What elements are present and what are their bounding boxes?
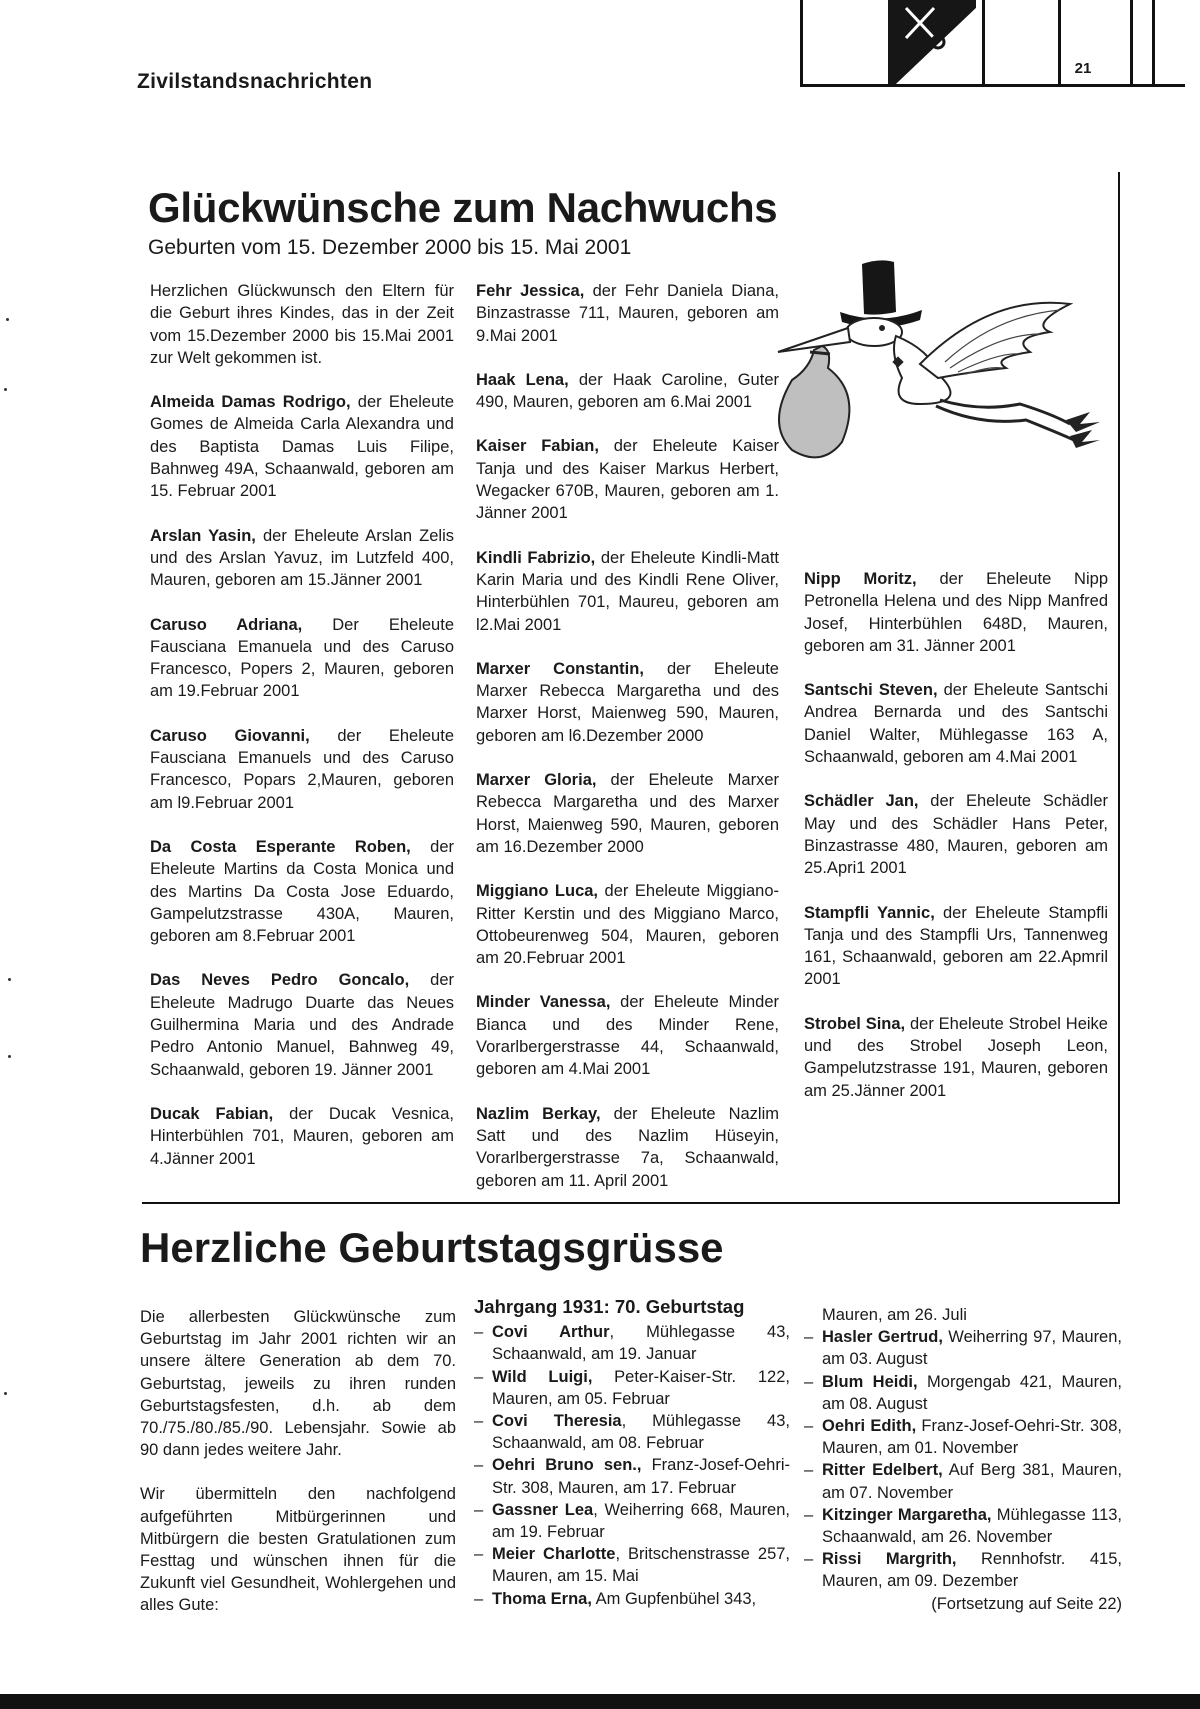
births-column-2 [476,280,779,1214]
tab-divider [800,0,803,84]
birth-entry [476,435,779,524]
tab-divider [1152,0,1155,84]
list-dash: – [474,1589,484,1608]
birth-entry-name: Das Neves Pedro Goncalo, [150,971,410,990]
stork-illustration-icon [770,254,1110,484]
birthday-name: Covi Arthur [492,1323,610,1342]
birthday-detail: Am Gupfenbühel 343, [591,1589,757,1608]
birth-entry-text: der Eheleute Schädler May und des Schädler Hans Peter, Binzastrasse 480, Mauren, geboren am 25.Apri1 2001 [804,792,1108,878]
birthday-item [804,1371,1122,1415]
birth-entry [150,725,454,814]
birthday-item [804,1504,1122,1548]
birth-entry-text: der Eheleute Kaiser Tanja und des Kaiser Markus Herbert, Wegacker 670B, Mauren, geboren am 1. Jänner 2001 [476,437,779,523]
birth-entry [150,969,454,1080]
coat-of-arms-emblem-icon [888,0,976,84]
birth-entry-name: Da Costa Esperante Roben, [150,837,411,856]
birthday-name: Kitzinger Margaretha, [822,1505,992,1524]
birthday-item [474,1588,790,1610]
birthdays-intro-column [140,1306,456,1639]
birth-entry-name: Almeida Damas Rodrigo, [150,393,351,412]
birth-entry-text: der Eheleute Stampfli Tanja und des Stampfli Urs, Tannenweg 161, Schaanwald, geboren am 22.Apmril 2001 [804,903,1108,989]
births-column-1 [150,280,454,1192]
list-dash: – [474,1412,484,1431]
birthdays-list-column-2 [804,1304,1122,1615]
birthday-name: Meier Charlotte [492,1545,616,1564]
birthday-name: Wild Luigi, [492,1367,593,1386]
birthday-list [804,1326,1122,1592]
birthday-detail: , Weiherring 668, Mauren, am 19. Februar [492,1500,790,1542]
birth-entry-name: Schädler Jan, [804,792,919,811]
birth-entry [476,769,779,858]
birth-entry [150,614,454,703]
scan-dot [8,1055,11,1058]
birth-entry [804,902,1108,991]
birth-entry-text: der Eheleute Marxer Rebecca Margaretha und des Marxer Horst, Maienweg 590, Mauren, geboren am l6.Dezember 2000 [476,659,779,745]
birthday-name: Ritter Edelbert, [822,1461,943,1480]
scan-dot [8,978,11,981]
birth-entry-text: der Eheleute Nazlim Satt und des Nazlim Hüseyin, Vorarlbergerstrasse 7a, Schaanwald, geboren am 11. April 2001 [476,1104,779,1190]
section-title: Zivilstandsnachrichten [137,70,373,93]
birth-entry [804,568,1108,657]
header-tab-bar [800,0,1185,87]
list-dash: – [474,1545,484,1564]
birth-entry-name: Kindli Fabrizio, [476,548,596,567]
birth-entry [476,369,779,414]
birth-entry-text: der Eheleute Miggiano- Ritter Kerstin und des Miggiano Marco, Ottobeurenweg 504, Mauren, geboren am 20.Februar 2001 [476,882,779,968]
birth-entry-name: Kaiser Fabian, [476,437,599,456]
birthday-name: Thoma Erna, [492,1589,592,1608]
birthdays-title: Herzliche Geburtstagsgrüsse [140,1224,724,1271]
frame-right-rule [1118,172,1120,1204]
list-dash: – [474,1367,484,1386]
birthday-detail: , Britschenstrasse 257, Mauren, am 15. Mai [492,1545,791,1586]
birth-entry [804,679,1108,768]
birthday-name: Rissi Margrith, [822,1550,957,1569]
birth-entry-name: Marxer Gloria, [476,771,597,790]
birth-entry [476,658,779,747]
birth-entry [476,547,779,636]
birth-entry-name: Ducak Fabian, [150,1104,274,1123]
birthday-detail: Auf Berg 381, Mauren, am 07. November [822,1461,1122,1502]
birth-entry [150,836,454,947]
birth-entry [476,991,779,1080]
birth-entry-text: der Haak Caroline, Guter 490, Mauren, geboren am 6.Mai 2001 [476,370,779,412]
tab-divider [982,0,985,84]
birth-entry-name: Haak Lena, [476,370,569,389]
birthday-name: Hasler Gertrud, [822,1328,943,1347]
birth-entry-text: der Eheleute Madrugo Duarte das Neues Guilhermina Maria und des Andrade Pedro Antonio Manuel, Bahnweg 49, Schaanwald, geboren 19. Jänner 2001 [150,971,454,1079]
birthday-detail: Franz-Josef-Oehri-Str. 308, Mauren, am 17. Februar [492,1456,791,1497]
birthdays-intro-2: Wir übermitteln den nachfolgend aufgeführten Mitbürgerinnen und Mitbürgern die besten Gratulationen zum Festtag und wünschen ihnen für die Zukunft viel Gesundheit, Wohlergehen und alles Gute: [140,1485,456,1615]
birth-entry [476,1103,779,1192]
births-intro: Herzlichen Glückwunsch den Eltern für die Geburt ihres Kindes, das in der Zeit vom 15.Dezember 2000 bis 15.Mai 2001 zur Welt gekommen ist. [150,282,454,367]
birthday-item [804,1415,1122,1459]
birthday-item [474,1321,790,1365]
birthday-item [474,1410,790,1454]
birthday-list [474,1321,790,1610]
birthday-name: Gassner Lea [492,1500,594,1519]
bottom-scan-band [0,1694,1200,1709]
birthday-item [804,1548,1122,1592]
birthday-detail: Rennhofstr. 415, Mauren, am 09. Dezember [822,1550,1122,1591]
scan-dot [6,318,9,321]
birthday-continuation: Mauren, am 26. Juli [822,1306,967,1324]
birth-entry [476,880,779,969]
birthday-name: Oehri Edith, [822,1417,917,1436]
birthday-detail: Weiherring 97, Mauren, am 03. August [822,1328,1122,1369]
birth-entry-name: Caruso Adriana, [150,615,303,634]
scan-dot [4,388,7,391]
birth-entry-name: Santschi Steven, [804,681,938,700]
birthday-detail: Morgengab 421, Mauren, am 08. August [822,1372,1122,1413]
birth-entry-text: der Eheleute Strobel Heike und des Strobel Joseph Leon, Gampelutzstrasse 191, Mauren, geboren am 25.Jänner 2001 [804,1014,1108,1100]
birthday-item [804,1459,1122,1503]
birth-entry-name: Arslan Yasin, [150,526,256,545]
birth-entry-text: der Eheleute Martins da Costa Monica und des Martins Da Costa Jose Eduardo, Gampelutzstrasse 430A, Mauren, geboren am 8.Februar 2001 [150,837,454,946]
birthday-item [474,1499,790,1543]
birthday-detail: , Mühlegasse 43, Schaanwald, am 08. Februar [492,1412,790,1453]
births-column-3 [804,568,1108,1124]
tab-divider [1130,0,1133,84]
birthday-item [804,1326,1122,1370]
birth-entry [804,790,1108,879]
birth-entry-name: Marxer Constantin, [476,659,644,678]
birth-entry-name: Minder Vanessa, [476,993,611,1012]
birthday-name: Oehri Bruno sen., [492,1456,642,1475]
birthday-item [474,1543,790,1587]
list-dash: – [804,1417,814,1436]
birth-entry-name: Stampfli Yannic, [804,903,935,922]
birth-entry-text: der Eheleute Marxer Rebecca Margaretha und des Marxer Horst, Maienweg 590, Mauren, geboren am 16.Dezember 2000 [476,771,779,856]
birthday-detail: Mühlegasse 113, Schaanwald, am 26. November [822,1505,1123,1547]
birth-entry-text: der Eheleute Santschi Andrea Bernarda und des Santschi Daniel Walter, Mühlegasse 163 A, Schaanwald, geboren am 4.Mai 2001 [804,681,1108,767]
birth-entry-name: Nazlim Berkay, [476,1104,601,1123]
birth-entry-name: Caruso Giovanni, [150,726,310,745]
birth-entry-text: Der Eheleute Fausciana Emanuela und des Caruso Francesco, Popers 2, Mauren, geboren am 19.Februar 2001 [150,615,454,701]
list-dash: – [474,1323,484,1342]
list-dash: – [804,1461,814,1480]
list-dash: – [474,1500,484,1519]
birth-entry [804,1013,1108,1102]
continued-note: (Fortsetzung auf Seite 22) [931,1594,1122,1613]
list-dash: – [804,1328,814,1347]
birthday-detail: , Mühlegasse 43, Schaanwald, am 19. Januar [492,1323,790,1364]
birth-entry-text: der Eheleute Minder Bianca und des Minder Rene, Vorarlbergerstrasse 44, Schaanwald, geboren am 4.Mai 2001 [476,993,779,1079]
list-dash: – [804,1505,814,1524]
births-title: Glückwünsche zum Nachwuchs [148,184,778,231]
birth-entry-name: Nipp Moritz, [804,570,917,588]
births-subtitle: Geburten vom 15. Dezember 2000 bis 15. Mai 2001 [148,236,632,259]
birth-entry-text: der Eheleute Arslan Zelis und des Arslan Yavuz, im Lutzfeld 400, Mauren, geboren am 15.Jänner 2001 [150,526,454,590]
birth-entry-name: Miggiano Luca, [476,882,599,901]
list-dash: – [804,1372,814,1391]
page-number: 21 [1074,60,1092,77]
birthday-name: Blum Heidi, [822,1372,918,1391]
birthday-item [474,1366,790,1410]
birth-entry-text: der Eheleute Gomes de Almeida Carla Alexandra und des Baptista Damas Luis Filipe, Bahnweg 49A, Schaanwald, geboren am 15. Februar 2001 [150,393,455,501]
birth-entry-name: Fehr Jessica, [476,282,585,300]
scan-dot [4,1392,7,1395]
birth-entry [150,391,454,502]
birthday-item [474,1454,790,1498]
birthday-name: Covi Theresia [492,1412,622,1431]
birth-entry-text: der Eheleute Nipp Petronella Helena und des Nipp Manfred Josef, Hinterbühlen 648D, Mauren, geboren am 31. Jänner 2001 [804,570,1108,655]
birthday-detail: Franz-Josef-Oehri-Str. 308, Mauren, am 01. November [822,1417,1122,1458]
birth-entry-text: der Fehr Daniela Diana, Binzastrasse 711, Mauren, geboren am 9.Mai 2001 [476,282,779,345]
year-heading: Jahrgang 1931: 70. Geburtstag [474,1296,745,1317]
birth-entry-name: Strobel Sina, [804,1014,906,1033]
birth-entry-text: der Eheleute Fausciana Emanuels und des Caruso Francesco, Popars 2,Mauren, geboren am l9.Februar 2001 [150,726,454,812]
birth-entry-text: der Eheleute Kindli-Matt Karin Maria und des Kindli Rene Oliver, Hinterbühlen 701, Maureu, geboren am l2.Mai 2001 [476,548,779,634]
birth-entry [476,280,779,347]
birthdays-list-column-1 [474,1296,790,1610]
birthday-detail: Peter-Kaiser-Str. 122, Mauren, am 05. Februar [492,1367,790,1408]
birth-entry [150,525,454,592]
list-dash: – [474,1456,484,1475]
birthdays-intro-1: Die allerbesten Glückwünsche zum Geburtstag im Jahr 2001 richten wir an unsere ältere Generation ab dem 70. Geburtstag, jeweils zu ihren runden Geburtstagsfesten, d.h. ab dem 70./75./80./85./90. Lebensjahr. Sowie ab 90 dann jedes weitere Jahr. [140,1308,456,1460]
list-dash: – [804,1550,814,1569]
birth-entry-text: der Ducak Vesnica, Hinterbühlen 701, Mauren, geboren am 4.Jänner 2001 [150,1104,454,1168]
birth-entry [150,1103,454,1170]
